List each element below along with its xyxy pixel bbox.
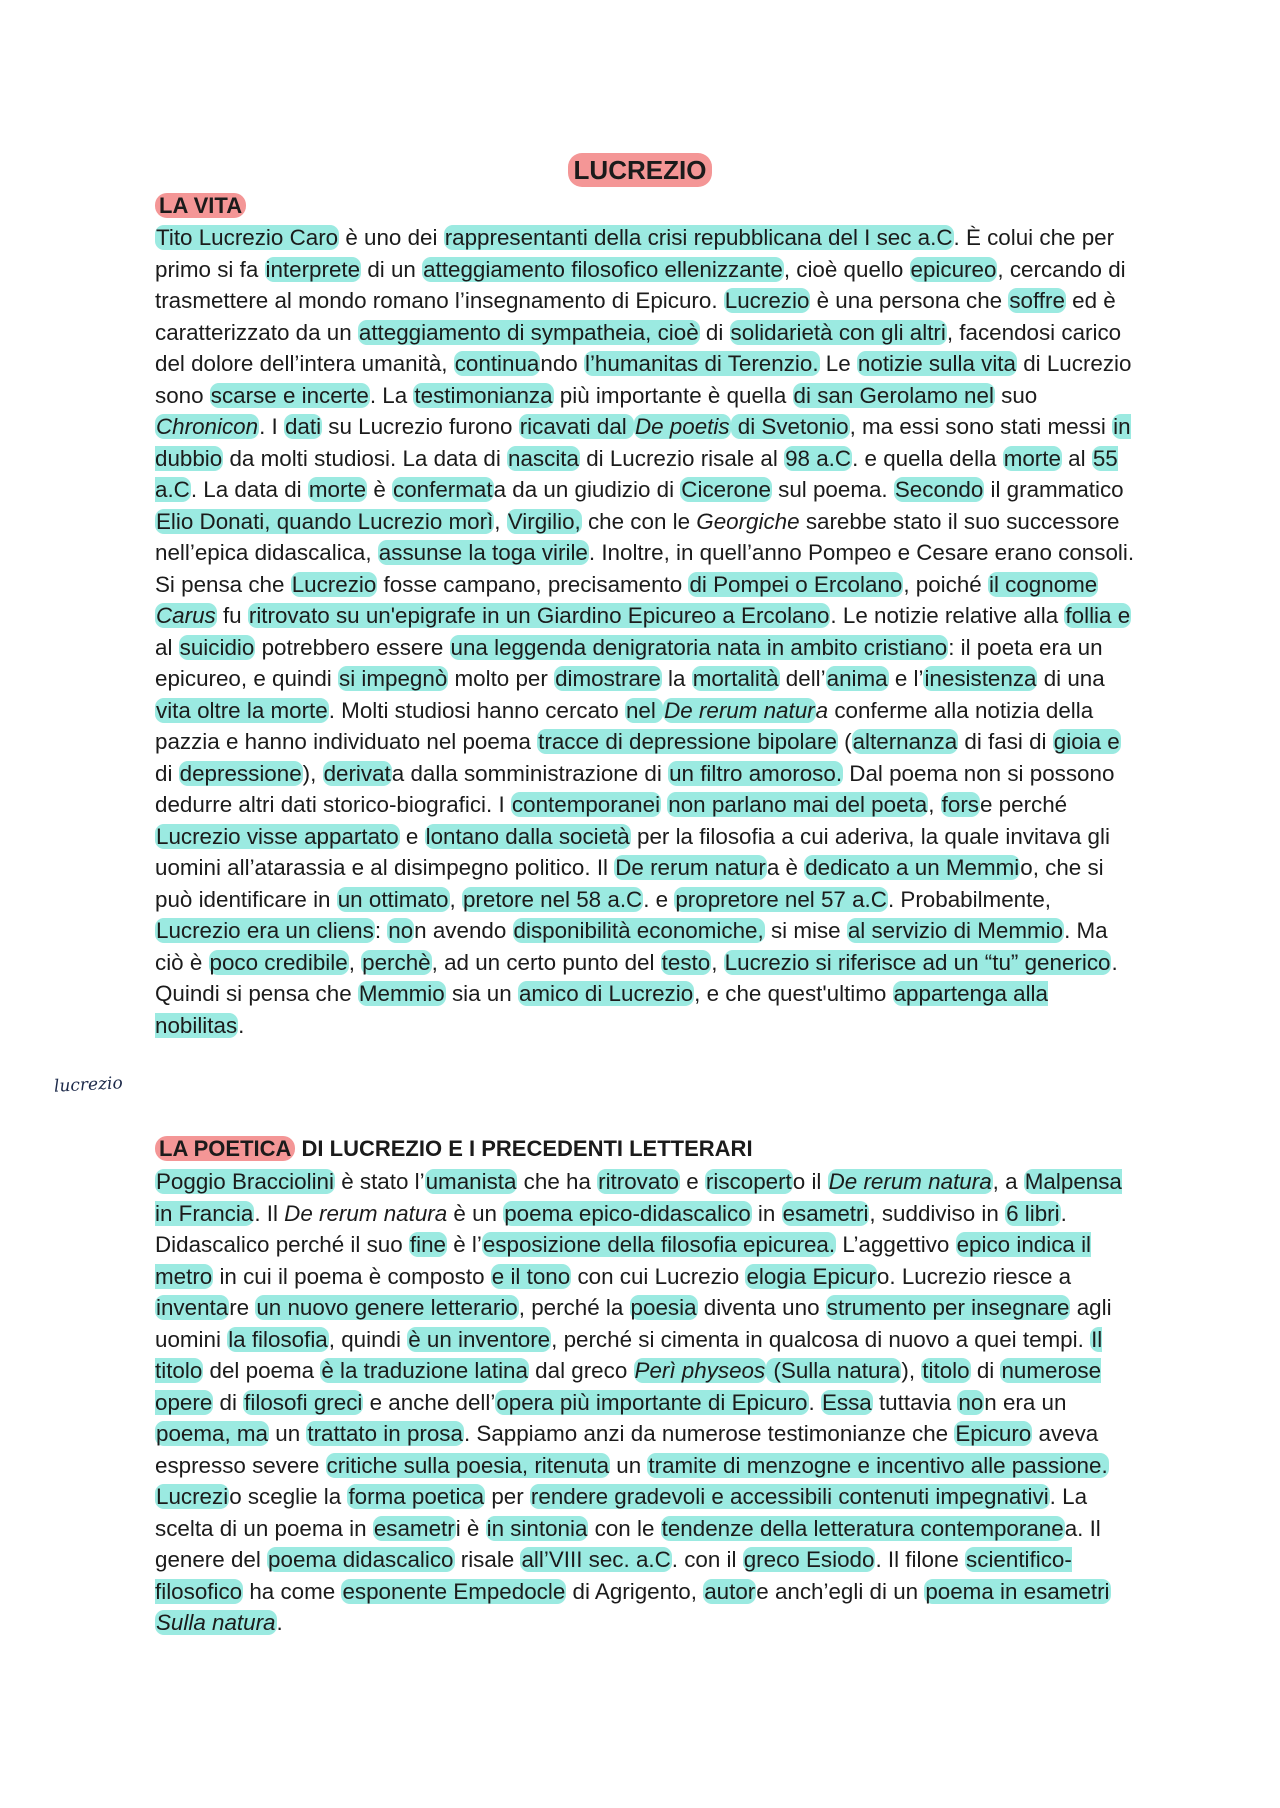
text-segment: per la filosofia a cui aderiva, la quale invitava gli uomini all’atarassia e al disimpegno politico. Il [155,823,1110,880]
highlighted-phrase: 55 a.C [155,445,1118,502]
highlighted-phrase: e il tono [491,1263,571,1289]
highlighted-phrase: trattato in prosa [307,1421,463,1446]
text-segment: su Lucrezio furono [322,414,519,439]
highlighted-phrase: amico di Lucrezio [518,981,694,1006]
highlighted-phrase: suicidio [179,634,255,660]
text-segment: , perché la [518,1295,630,1320]
highlighted-phrase: scientifico-filosofico [155,1547,1072,1604]
text-segment: . e [643,886,675,912]
highlighted-phrase: tracce di depressione bipolare [538,729,837,754]
highlighted-phrase: appartenga alla nobilitas [155,981,1048,1038]
text-segment: . Sappiamo anzi da numerose testimonianze che [463,1421,955,1446]
document-title [0,152,1280,188]
text-segment: suo [994,382,1038,408]
highlighted-phrase: ritrovato su un'epigrafe in un Giardino Epicureo a Ercolano [248,603,830,628]
text-segment: è uno dei [339,225,444,250]
highlighted-phrase: tramite di menzogne e incentivo alle passione. [648,1452,1108,1478]
text-segment: è l’ [447,1232,482,1257]
text-segment: è [367,477,392,502]
text-segment: a. Il genere del [155,1515,1101,1572]
highlighted-phrase: Sulla natura [156,1610,276,1635]
text-segment: , cercando di trasmettere al mondo romano l’insegnamento di Epicuro. [155,256,1126,313]
highlighted-phrase: al servizio di Memmio [847,918,1064,943]
highlighted-phrase: umanista [425,1169,517,1194]
highlighted-phrase: strumento per insegnare [826,1295,1070,1320]
highlighted-phrase: poesia [630,1295,697,1320]
text-segment: da molti studiosi. La data di [223,445,508,471]
text-segment: , quindi [328,1326,408,1352]
text-segment: un [269,1421,307,1446]
text-segment: : il poeta era un epicureo, e quindi [155,634,1103,691]
text-segment: sarebbe stato il suo successore nell’epica didascalica, [155,508,1120,565]
highlighted-phrase: atteggiamento di sympatheia, cioè [358,319,699,345]
highlighted-phrase: gioia e [1053,729,1120,754]
text-segment: . Il [254,1200,285,1226]
text-segment: o. Lucrezio riesce a [876,1263,1072,1289]
text-segment: . I [259,414,284,439]
highlighted-phrase: critiche sulla poesia, ritenuta [326,1452,610,1478]
highlighted-phrase: rendere gradevoli e accessibili contenuti impegnativi [530,1484,1049,1509]
highlighted-phrase: propretore nel 57 a.C [675,886,887,912]
highlighted-phrase: 6 libri [1006,1200,1060,1226]
text-segment: e anch’egli di un [756,1578,925,1604]
highlighted-phrase: si impegnò [339,666,448,691]
highlighted-phrase: elogia Epicur [746,1263,876,1289]
section-heading-poetica [155,1133,753,1165]
text-segment: di un [361,256,423,282]
text-segment: . Ma ciò è [155,918,1108,975]
highlighted-phrase: poema didascalico [268,1547,454,1572]
highlighted-phrase: forma poetica [348,1484,485,1509]
highlighted-phrase: Virgilio, [507,508,581,534]
text-segment: L’aggettivo [836,1232,956,1257]
highlighted-phrase: filosofi greci [244,1389,363,1415]
text-segment: tuttavia [872,1389,958,1415]
text-segment: De rerum natura [284,1200,448,1226]
text-segment: re [229,1295,256,1320]
text-segment: . con il [671,1547,743,1572]
text-segment: , suddiviso in [869,1200,1006,1226]
paragraph-poetica [155,1166,1135,1639]
highlighted-phrase: (Sulla natura [767,1358,901,1383]
highlighted-phrase: non parlano mai del poeta [668,792,928,817]
text-segment: , [494,508,507,534]
text-segment: risale [454,1547,521,1572]
text-segment: di [155,760,179,786]
text-segment: ), [901,1358,922,1383]
highlighted-phrase: Epicuro [955,1421,1032,1446]
highlighted-phrase: testimonianza [414,382,553,408]
text-segment: è una persona che [810,288,1009,313]
highlighted-phrase: derivat [323,760,391,786]
text-segment: i è [455,1515,486,1541]
highlighted-phrase: Il titolo [155,1326,1103,1383]
highlighted-phrase: ritrovato [598,1169,680,1194]
text-segment: : [374,918,388,943]
highlighted-phrase: Malpensa in Francia [155,1169,1122,1226]
text-segment: di [970,1358,1001,1383]
highlighted-phrase: testo [661,949,711,975]
text-segment: , a [992,1169,1024,1194]
highlighted-phrase: fors [941,792,979,817]
text-segment: . Il filone [875,1547,966,1572]
highlighted-phrase: in dubbio [155,414,1131,471]
text-segment: n era un [984,1389,1067,1415]
highlighted-phrase: opera più importante di Epicuro [496,1389,808,1415]
text-segment: . La [369,382,414,408]
highlighted-phrase: Lucrezi [156,1484,229,1509]
text-segment: si mise [764,918,847,943]
text-segment: al [1061,445,1092,471]
highlighted-phrase: perchè [362,949,431,975]
highlighted-phrase: Perì physeos [634,1358,766,1383]
text-segment: con le [588,1515,661,1541]
text-segment: a dalla somministrazione di [391,760,669,786]
text-segment: fu [216,603,248,628]
highlighted-phrase: De rerum natur [664,697,815,723]
text-segment: . Quindi si pensa che [155,949,1118,1006]
text-segment: è un [447,1200,504,1226]
text-segment: di fasi di [958,729,1053,754]
text-segment: in cui il poema è composto [213,1263,491,1289]
text-segment: , [928,792,941,817]
text-segment: . e quella della [852,445,1003,471]
highlighted-phrase: esposizione della filosofia epicurea. [482,1232,836,1257]
highlighted-phrase: Tito Lucrezio Caro [156,225,339,250]
text-segment: ed è caratterizzato da un [155,288,1116,345]
text-segment: , cioè quello [783,256,910,282]
highlighted-phrase: dimostrare [555,666,661,691]
highlighted-phrase: un nuovo genere letterario [256,1295,518,1320]
highlighted-phrase: poco credibile [209,949,348,975]
highlighted-phrase: poema, ma [156,1421,269,1446]
highlighted-phrase: disponibilità economiche, [513,918,764,943]
highlighted-phrase: interprete [265,256,361,282]
text-segment: ha come [243,1578,342,1604]
text-segment: , e che quest'ultimo [694,981,893,1006]
highlighted-phrase: dati [284,414,322,439]
text-segment: a da un giudizio di [493,477,681,502]
highlighted-phrase: greco Esiodo [743,1547,875,1572]
text-segment: o sceglie la [229,1484,348,1509]
highlighted-phrase: confermat [393,477,493,502]
highlighted-phrase: nascita [508,445,579,471]
highlighted-phrase: assunse la toga virile [378,540,588,565]
text-segment: ndo [540,351,584,376]
highlighted-phrase: esametri [782,1200,869,1226]
text-segment: al [155,634,179,660]
text-segment: sia un [445,981,518,1006]
highlighted-phrase: Poggio Bracciolini [156,1169,334,1194]
text-segment: di Lucrezio sono [155,351,1132,408]
text-segment: aveva espresso severe [155,1421,1099,1478]
highlighted-phrase: notizie sulla vita [857,351,1016,376]
text-segment: che ha [517,1169,598,1194]
highlighted-phrase: un ottimato [337,886,449,912]
text-segment: . [238,1012,245,1038]
highlighted-phrase: di Pompei o Ercolano [689,571,903,597]
text-segment: Georgiche [696,508,800,534]
title-highlight: LUCREZIO [568,153,713,187]
highlighted-phrase: nel [625,697,663,723]
highlighted-phrase: anima [826,666,888,691]
highlighted-phrase: epico indica il metro [155,1232,1092,1289]
highlighted-phrase: di Svetonio [731,414,849,439]
highlighted-phrase: continua [454,351,540,376]
highlighted-phrase: contemporanei [511,792,661,817]
highlighted-phrase: morte [1003,445,1061,471]
text-segment: agli uomini [155,1295,1112,1352]
text-segment: fosse campano, precisamento [377,571,689,597]
highlighted-phrase: in sintonia [486,1515,588,1541]
highlighted-phrase: ricavati dal [519,414,633,439]
text-segment: . [276,1610,283,1635]
text-segment: di [213,1389,244,1415]
highlighted-phrase: inesistenza [924,666,1037,691]
text-segment: il grammatico [984,477,1124,502]
text-segment: , poiché [903,571,988,597]
text-segment: potrebbero essere [255,634,450,660]
heading-rest: DI LUCREZIO E I PRECEDENTI LETTERARI [295,1136,753,1161]
text-segment: la [661,666,692,691]
text-segment: e anche dell’ [363,1389,496,1415]
highlighted-phrase: esametr [373,1515,455,1541]
highlighted-phrase: Lucrezio [724,288,810,313]
section-heading-vita [155,190,246,222]
text-segment: di Lucrezio risale al [579,445,785,471]
text-segment: , perché si cimenta in qualcosa di nuovo a quei tempi. [551,1326,1091,1352]
paragraph-vita [155,222,1135,1041]
heading-highlight: LA VITA [155,193,246,218]
text-segment: e perché [980,792,1068,817]
text-segment: ( [837,729,852,754]
highlighted-phrase: Lucrezio era un cliens [156,918,374,943]
highlighted-phrase: esponente Empedocle [342,1578,566,1604]
highlighted-phrase: una leggenda denigratoria nata in ambito cristiano [450,634,948,660]
text-segment: . La scelta di un poema in [155,1484,1088,1541]
text-segment: ), [302,760,323,786]
highlighted-phrase: fine [409,1232,446,1257]
highlighted-phrase: Lucrezio [291,571,377,597]
highlighted-phrase: Lucrezio si riferisce ad un “tu” generico [724,949,1111,975]
highlighted-phrase: alternanza [852,729,958,754]
handwritten-margin-note: lucrezio [53,1073,124,1097]
text-segment: a [815,697,829,723]
highlighted-phrase: 98 a.C [785,445,852,471]
highlighted-phrase: De poetis [634,414,730,439]
highlighted-phrase: poema epico-didascalico [504,1200,751,1226]
highlighted-phrase: atteggiamento filosofico ellenizzante [423,256,783,282]
highlighted-phrase: no [388,918,414,943]
highlighted-phrase: Memmio [358,981,445,1006]
highlighted-phrase: no [958,1389,984,1415]
highlighted-phrase: follia e [1065,603,1131,628]
text-segment: . È colui che per primo si fa [155,225,1115,282]
highlighted-phrase: epicureo [910,256,997,282]
text-segment: un [610,1452,648,1478]
highlighted-phrase: un filtro amoroso. [669,760,843,786]
highlighted-phrase: il cognome [988,571,1098,597]
text-segment: . Didascalico perché il suo [155,1200,1067,1257]
highlighted-phrase: Chronicon [156,414,259,439]
text-segment: e [680,1169,705,1194]
text-segment: e [399,823,425,849]
highlighted-phrase: numerose opere [155,1358,1102,1415]
highlighted-phrase: morte [308,477,367,502]
highlighted-phrase: De rerum natur [615,855,766,880]
text-segment: sul poema. [771,477,894,502]
highlighted-phrase: di san Gerolamo nel [793,382,994,408]
text-segment: di Agrigento, [566,1578,704,1604]
highlighted-phrase: è un inventore [408,1326,551,1352]
text-segment: . [808,1389,821,1415]
text-segment: , ad un certo punto del [431,949,661,975]
highlighted-phrase: dedicato a un Memmi [805,855,1020,880]
highlighted-phrase: rappresentanti della crisi repubblicana del I sec a.C [444,225,953,250]
text-segment: in [751,1200,782,1226]
text-segment: che con le [581,508,697,534]
highlighted-phrase: Lucrezio visse appartato [156,823,399,849]
highlighted-phrase: Cicerone [681,477,771,502]
text-segment: molto per [448,666,555,691]
highlighted-phrase: scarse e incerte [210,382,369,408]
highlighted-phrase: Elio Donati, quando Lucrezio morì [156,508,494,534]
text-segment: , facendosi carico del dolore dell’intera umanità, [155,319,1122,376]
text-segment: di [699,319,730,345]
highlighted-phrase: l’humanitas di Terenzio. [584,351,819,376]
text-segment: a è [766,855,805,880]
highlighted-phrase: la filosofia [228,1326,328,1352]
highlighted-phrase: vita oltre la morte [156,697,328,723]
highlighted-phrase: mortalità [692,666,779,691]
text-segment: . Le notizie relative alla [830,603,1065,628]
highlighted-phrase: riscopert [705,1169,792,1194]
text-segment: n avendo [414,918,513,943]
text-segment: conferme alla notizia della pazzia e hanno individuato nel poema [155,697,1094,754]
text-segment: , [348,949,362,975]
text-segment: . Inoltre, in quell’anno Pompeo e Cesare erano consoli. Si pensa che [155,540,1135,597]
text-segment: più importante è quella [553,382,793,408]
highlighted-phrase: pretore nel 58 a.C [462,886,643,912]
text-segment: con cui Lucrezio [571,1263,746,1289]
text-segment: dell’ [779,666,826,691]
text-segment: diventa uno [697,1295,826,1320]
highlighted-phrase: Carus [156,603,216,628]
highlighted-phrase: Essa [821,1389,872,1415]
text-segment: di una [1037,666,1105,691]
highlighted-phrase: autor [704,1578,756,1604]
text-segment: del poema [203,1358,321,1383]
highlighted-phrase: è la traduzione latina [321,1358,528,1383]
text-segment: e l’ [888,666,924,691]
text-segment: , [711,949,724,975]
highlighted-phrase: tendenze della letteratura contemporane [661,1515,1064,1541]
text-segment: è stato l’ [334,1169,425,1194]
text-segment: . Probabilmente, [887,886,1051,912]
highlighted-phrase: titolo [922,1358,970,1383]
text-segment: o il [792,1169,828,1194]
text-segment: . Molti studiosi hanno cercato [328,697,625,723]
text-segment: , [449,886,462,912]
highlighted-phrase: lontano dalla società [425,823,630,849]
highlighted-phrase: Secondo [894,477,984,502]
text-segment: per [485,1484,530,1509]
text-segment: , ma essi sono stati messi [849,414,1113,439]
highlighted-phrase: all’VIII sec. a.C [521,1547,671,1572]
highlighted-phrase: inventa [156,1295,229,1320]
text-segment: Le [819,351,857,376]
heading-highlight: LA POETICA [155,1136,295,1161]
highlighted-phrase: depressione [179,760,302,786]
highlighted-phrase: poema in esametri [925,1578,1110,1604]
text-segment: Dal poema non si possono dedurre altri dati storico-biografici. I [155,760,1115,817]
highlighted-phrase: solidarietà con gli altri [730,319,946,345]
text-segment: o, che si può identificare in [155,855,1104,912]
text-segment: . La data di [190,477,308,502]
highlighted-phrase: De rerum natura [828,1169,992,1194]
text-segment: dal greco [528,1358,634,1383]
highlighted-phrase: soffre [1009,288,1065,313]
